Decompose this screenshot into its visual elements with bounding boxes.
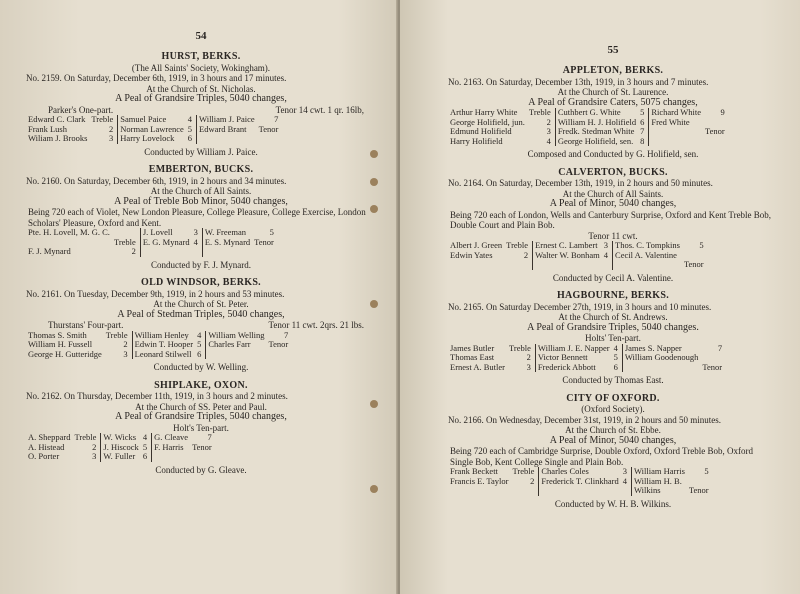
peal-subheading: Tenor 11 cwt. <box>588 230 638 241</box>
ringer-name: J. Lovell <box>142 227 173 237</box>
peal-record <box>18 278 384 373</box>
peal-church: At the Church of St. Ebbe. <box>565 425 661 435</box>
ringer-name: Thomas East <box>450 352 495 362</box>
ringer-bell: 4 <box>141 433 152 443</box>
ringer-bell: 2 <box>527 118 555 128</box>
ringer-bell: 4 <box>602 251 613 261</box>
ringer-bell: 3 <box>89 134 117 144</box>
ringer-name: W. Freeman <box>204 227 247 237</box>
ringer-bell: Tenor <box>702 361 723 372</box>
ringer-bell: 2 <box>511 477 539 487</box>
ringer-name: Harry Lovelock <box>120 133 175 143</box>
ringer-name: W. Fuller <box>103 451 136 461</box>
ringers-grid <box>26 115 282 144</box>
ringer-name: William H. J. Holifield <box>557 116 637 127</box>
left-page <box>0 0 398 594</box>
peal-method: A Peal of Minor, 5040 changes, <box>549 434 677 446</box>
ringer-bell: 7 <box>638 127 649 137</box>
ringer-bell <box>602 260 613 270</box>
ringers-grid <box>448 344 726 373</box>
ringer-name: Frederick T. Clinkhard <box>541 475 619 486</box>
ringer-row <box>26 350 292 360</box>
ringer-name: George H. Gutteridge <box>28 348 102 359</box>
ringer-name <box>152 452 191 462</box>
peal-place: OLD WINDSOR, BERKS. <box>141 277 261 288</box>
ringers-grid <box>26 228 278 257</box>
ringer-bell: 2 <box>504 251 532 261</box>
ringer-name: Samuel Paice <box>120 114 167 124</box>
binding-hole <box>370 205 378 213</box>
ringer-name: Charles Coles <box>541 466 589 476</box>
ringer-name: Edward Brant <box>199 123 247 134</box>
right-page <box>400 0 800 594</box>
ringer-bell: Treble <box>527 108 555 118</box>
ringer-name: E. S. Mynard <box>204 236 251 247</box>
ringer-bell: 8 <box>638 137 649 147</box>
ringer-bell: 3 <box>527 127 555 137</box>
ringer-bell: 5 <box>704 466 709 476</box>
peal-composer: Parker's One-part. <box>48 104 114 115</box>
ringers-grid <box>26 331 292 360</box>
peal-place: HAGBOURNE, BERKS. <box>556 290 670 301</box>
ringer-bell: Treble <box>507 344 535 354</box>
ringer-row <box>26 452 216 462</box>
ringer-bell: Tenor <box>683 259 704 269</box>
ringer-bell: 4 <box>195 331 206 341</box>
binding-hole <box>370 485 378 493</box>
page-number: 54 <box>195 30 207 42</box>
peal-number-line: No. 2166. On Wednesday, December 31st, 1919, in 2 hours and 50 minutes. <box>448 414 721 425</box>
ringer-name <box>533 260 602 270</box>
peal-tenor: Tenor 11 cwt. 2qrs. 21 lbs. <box>268 320 364 330</box>
ringer-name: W. Wicks <box>103 432 137 442</box>
ringer-bell <box>267 350 293 360</box>
ringer-name: William H. Fussell <box>28 339 93 349</box>
peal-method: A Peal of Minor, 5040 changes, <box>549 198 677 209</box>
ringer-bell: Tenor <box>705 126 725 136</box>
ringer-bell: Tenor <box>268 339 289 349</box>
ringer-bell: 7 <box>283 329 289 340</box>
ringer-bell: 7 <box>274 114 279 124</box>
ringer-bell <box>511 486 539 496</box>
peal-composition: Being 720 each of Violet, New London Pleasure, College Pleasure, College Exercise, London Scholars' Pleasure, Oxford and Kent. <box>28 207 366 228</box>
ringer-bell: 5 <box>612 353 623 363</box>
ringer-name: G. Cleave <box>154 432 189 442</box>
ringer-name: George Holifield, sen. <box>557 135 634 146</box>
peal-record <box>440 168 786 284</box>
ringer-name: Frank Beckett <box>450 466 498 476</box>
ringer-bell <box>621 486 632 496</box>
ringer-row <box>448 260 708 270</box>
ringer-bell: 3 <box>602 241 613 251</box>
ringer-name: Edwin T. Hooper <box>134 339 194 349</box>
peal-church: At the Church of All Saints. <box>150 186 252 196</box>
ringers-table <box>26 331 376 360</box>
ringer-name: A. Sheppard <box>28 432 71 442</box>
peal-tenor: Tenor 14 cwt. 1 qr. 16lb, <box>275 104 364 115</box>
ringer-name: Albert J. Green <box>450 240 503 250</box>
peal-record <box>440 394 786 510</box>
ringers-table <box>26 433 376 462</box>
peal-conductor: Conducted by Cecil A. Valentine. <box>552 272 674 283</box>
peal-method: A Peal of Grandsire Triples, 5040 changes. <box>527 321 699 333</box>
ringer-name: Frederick Abbott <box>537 361 596 372</box>
peal-place: HURST, BERKS. <box>161 51 241 62</box>
ringer-name: Harry Holifield <box>450 135 503 146</box>
ringers-table <box>448 344 778 373</box>
ringer-bell: Tenor <box>688 485 709 495</box>
ringer-name: William Welling <box>208 329 265 340</box>
peal-record <box>440 66 786 160</box>
peal-subheading: Holt's Ten-part. <box>173 422 229 433</box>
ringer-name: Wilkins <box>634 485 661 495</box>
ringer-bell <box>252 247 278 257</box>
ringer-name: William Henley <box>134 329 189 340</box>
ringer-name <box>140 247 191 257</box>
ringer-row <box>448 477 713 487</box>
ringer-name: J. Hiscock <box>103 441 139 452</box>
ringer-row <box>26 247 278 257</box>
peal-number-line: No. 2165. On Saturday December 27th, 1919, in 3 hours and 10 minutes. <box>448 301 712 312</box>
peal-method: A Peal of Stedman Triples, 5040 changes, <box>117 308 285 320</box>
ringer-name: William J. Paice <box>199 114 255 124</box>
ringer-row <box>448 363 726 373</box>
peal-composer: Thurstans' Four-part. <box>48 320 124 330</box>
ringer-bell: Tenor <box>254 236 274 247</box>
ringer-name <box>202 247 252 257</box>
peal-conductor: Conducted by G. Gleave. <box>155 464 247 475</box>
peal-church: At the Church of St. Laurence. <box>557 87 669 97</box>
ringer-name: Edward C. Clark <box>28 114 86 124</box>
ringer-name <box>649 127 703 137</box>
ringer-name: F. J. Mynard <box>28 246 71 256</box>
ringer-name: James Butler <box>450 342 495 353</box>
peal-method: A Peal of Grandsire Triples, 5040 changes, <box>115 411 287 422</box>
page-number: 55 <box>607 44 619 56</box>
ringer-name: Cecil A. Valentine <box>615 249 677 260</box>
peal-composition: Being 720 each of Cambridge Surprise, Double Oxford, Oxford Treble Bob, Oxford Single Bob, Kent College Single and Plain Bob. <box>450 446 753 467</box>
ringer-bell: 4 <box>612 344 623 354</box>
ringers-table <box>448 108 778 146</box>
peal-number-line: No. 2162. On Thursday, December 11th, 1919, in 3 hours and 2 minutes. <box>26 391 288 401</box>
peal-record <box>18 52 384 157</box>
ringer-bell <box>703 137 729 147</box>
peal-conductor: Composed and Conducted by G. Holifield, sen. <box>527 149 699 159</box>
ringer-bell: 2 <box>89 125 117 135</box>
peal-subheading <box>48 320 364 331</box>
ringer-bell: 3 <box>192 228 203 238</box>
ringer-name: Edmund Holifield <box>450 126 512 136</box>
peal-record <box>18 165 384 270</box>
ringer-bell: 6 <box>186 134 197 144</box>
peal-place: CALVERTON, BUCKS. <box>558 166 668 178</box>
ringer-name <box>197 134 257 144</box>
ringer-bell <box>257 134 283 144</box>
ringer-bell: 2 <box>507 353 535 363</box>
ringer-bell: 5 <box>141 443 152 453</box>
peal-method: A Peal of Grandsire Triples, 5040 changes, <box>115 93 287 104</box>
peal-church: At the Church of St. Nicholas. <box>146 83 256 94</box>
ringer-name: F. Harris <box>154 441 184 452</box>
ringer-name <box>649 137 703 147</box>
peal-church: At the Church of St. Andrews. <box>558 312 668 322</box>
peal-church: At the Church of SS. Peter and Paul. <box>135 401 267 412</box>
ringer-bell: 5 <box>195 340 206 350</box>
peal-record <box>18 381 384 476</box>
ringer-bell: Treble <box>112 238 140 248</box>
ringer-bell: 5 <box>638 108 649 118</box>
peal-list <box>18 52 384 475</box>
ringer-bell: 2 <box>73 443 101 453</box>
ringers-grid <box>448 467 713 496</box>
ringer-name: Charles Farr <box>208 339 251 349</box>
ringers-grid <box>26 433 216 462</box>
ringers-table <box>448 241 778 270</box>
ringer-name <box>622 363 700 373</box>
ringer-row <box>448 137 729 147</box>
ringer-name: Thos. C. Tompkins <box>615 240 680 250</box>
ringer-bell: 2 <box>104 340 132 350</box>
ringers-table <box>448 467 778 496</box>
ringer-bell: Treble <box>73 433 101 443</box>
ringer-bell: Treble <box>511 467 539 477</box>
peal-number-line: No. 2161. On Tuesday, December 9th, 1919, in 2 hours and 53 minutes. <box>26 288 285 299</box>
ringer-name: Edwin Yates <box>450 249 493 260</box>
ringer-name: Norman Lawrence <box>120 123 184 134</box>
peal-conductor: Conducted by F. J. Mynard. <box>150 259 252 270</box>
peal-number-line: No. 2160. On Saturday, December 6th, 1919, in 2 hours and 34 minutes. <box>26 175 287 186</box>
peal-method: A Peal of Treble Bob Minor, 5040 changes, <box>114 195 288 207</box>
ringers-table <box>26 115 376 144</box>
ringer-name <box>613 260 682 270</box>
ringer-name <box>448 260 504 270</box>
ringer-name: Wiliam J. Brooks <box>28 133 88 143</box>
ringers-grid <box>448 241 708 270</box>
ringer-name <box>539 486 621 496</box>
ringer-bell: 4 <box>192 238 203 248</box>
ringer-bell: 3 <box>507 363 535 373</box>
ringer-name: Francis E. Taylor <box>450 475 509 486</box>
ringer-name: Richard White <box>651 107 701 117</box>
ringer-bell: 4 <box>621 477 632 487</box>
ringer-bell: 7 <box>717 342 723 353</box>
ringer-bell: 3 <box>73 452 101 462</box>
ringer-row <box>448 486 713 496</box>
ringer-bell: 3 <box>621 467 632 477</box>
ringer-bell: 7 <box>207 432 212 442</box>
ringer-name: A. Histead <box>28 441 65 452</box>
ringer-bell: 4 <box>527 137 555 147</box>
ringer-bell: 6 <box>638 118 649 128</box>
ringer-bell: 5 <box>186 125 197 135</box>
binding-hole <box>370 150 378 158</box>
binding-hole <box>370 178 378 186</box>
ringer-name <box>448 486 511 496</box>
ringer-bell: 5 <box>269 227 274 237</box>
ringer-name: Walter W. Bonham <box>535 249 600 260</box>
peal-conductor: Conducted by William J. Paice. <box>144 146 258 157</box>
peal-church: At the Church of St. Peter. <box>153 299 249 309</box>
peal-conductor: Conducted by W. H. B. Wilkins. <box>554 498 672 509</box>
peal-method: A Peal of Grandsire Caters, 5075 changes, <box>528 96 698 108</box>
ringer-name: William Harris <box>634 466 685 476</box>
peal-subheading: Holts' Ten-part. <box>585 333 641 343</box>
ringer-name: Cuthbert G. White <box>557 107 621 117</box>
peal-record <box>440 291 786 386</box>
peal-number-line: No. 2164. On Saturday, December 13th, 1919, in 2 hours and 50 minutes. <box>448 178 713 188</box>
ringer-name: E. G. Mynard <box>142 236 190 247</box>
peal-list <box>440 66 786 509</box>
ringer-name: William J. E. Napper <box>537 342 610 353</box>
ringer-bell: 3 <box>104 350 132 360</box>
ringer-name: Fredk. Stedman White <box>557 126 635 136</box>
ringer-name: William Goodenough <box>624 352 699 362</box>
ringer-name: William H. B. <box>634 475 682 486</box>
peal-place: CITY OF OXFORD. <box>566 392 660 404</box>
peal-conductor: Conducted by W. Welling. <box>153 362 249 372</box>
peal-place: EMBERTON, BUCKS. <box>148 164 254 175</box>
binding-hole <box>370 400 378 408</box>
ringer-bell: Treble <box>89 115 117 125</box>
ringer-bell: Treble <box>104 331 132 341</box>
ringer-bell: 6 <box>612 363 623 373</box>
peal-number-line: No. 2163. On Saturday, December 13th, 1919, in 3 hours and 7 minutes. <box>448 76 709 87</box>
ringer-name: Ernest C. Lambert <box>535 240 598 250</box>
ringers-table <box>26 228 376 257</box>
ringer-name: Leonard Stilwell <box>134 348 192 359</box>
peal-society: (The All Saints' Society, Wokingham). <box>131 62 271 73</box>
binding-hole <box>370 300 378 308</box>
peal-church: At the Church of All Saints. <box>562 188 664 199</box>
ringer-name: James S. Napper <box>624 342 682 353</box>
peal-place: APPLETON, BERKS. <box>562 65 664 76</box>
ringer-name: Arthur Harry White <box>450 107 518 117</box>
ringer-name: Pte. H. Lovell, M. G. C. <box>28 227 110 237</box>
ringer-bell: Treble <box>504 241 532 251</box>
ringer-bell: Tenor <box>258 123 279 134</box>
ringer-name: Victor Bennett <box>537 352 588 362</box>
ringer-bell: 9 <box>720 107 725 117</box>
ringers-grid <box>448 108 729 146</box>
peal-conductor: Conducted by Thomas East. <box>562 375 664 385</box>
peal-place: SHIPLAKE, OXON. <box>154 379 248 391</box>
ringer-bell <box>192 247 203 257</box>
ringer-name: George Holifield, jun. <box>450 116 525 127</box>
ringer-name: Frank Lush <box>28 123 67 134</box>
ringer-bell <box>190 452 216 462</box>
ringer-bell <box>504 260 532 270</box>
ringer-name: Thomas S. Smith <box>28 329 87 340</box>
ringer-name: Fred White <box>651 116 690 127</box>
peal-composition: Being 720 each of London, Wells and Canterbury Surprise, Oxford and Kent Treble Bob, Double Court and Plain Bob. <box>450 209 772 230</box>
ringer-row <box>26 134 282 144</box>
ringer-row <box>448 251 708 261</box>
ringer-bell: 6 <box>141 452 152 462</box>
ringer-bell: 5 <box>699 240 704 250</box>
ringer-name: Ernest A. Butler <box>450 361 506 372</box>
ringer-bell: 6 <box>195 350 206 360</box>
peal-society: (Oxford Society). <box>581 404 645 414</box>
ringer-bell: 2 <box>112 247 140 257</box>
ringer-bell: 4 <box>186 115 197 125</box>
ringer-name: O. Porter <box>28 451 60 461</box>
ringer-name <box>206 350 267 360</box>
ringer-bell: Tenor <box>192 441 212 452</box>
peal-number-line: No. 2159. On Saturday, December 6th, 1919, in 3 hours and 17 minutes. <box>26 73 287 83</box>
